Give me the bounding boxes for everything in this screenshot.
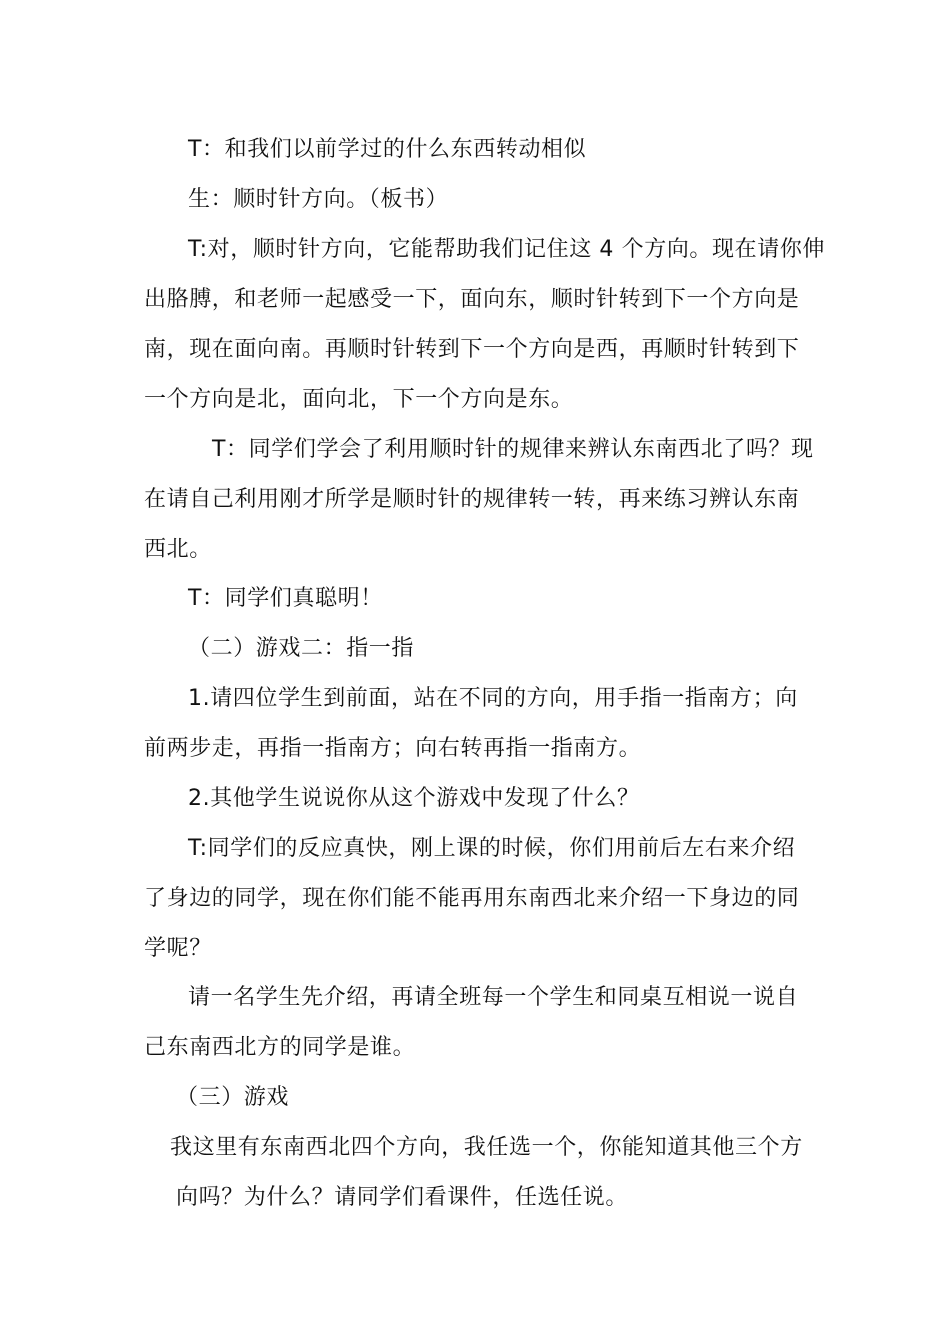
paragraph-line: 一个方向是北，面向北，下一个方向是东。 xyxy=(144,387,574,412)
paragraph-line: T:对，顺时针方向，它能帮助我们记住这 4 个方向。现在请你伸 xyxy=(188,237,826,262)
paragraph-line: 己东南西北方的同学是谁。 xyxy=(144,1035,416,1060)
paragraph-line: 出胳膊，和老师一起感受一下，面向东，顺时针转到下一个方向是 xyxy=(144,287,800,312)
paragraph-line: T：同学们学会了利用顺时针的规律来辨认东南西北了吗？现 xyxy=(212,437,814,462)
paragraph-line: 请一名学生先介绍，再请全班每一个学生和同桌互相说一说自 xyxy=(188,985,799,1010)
paragraph-line: 前两步走，再指一指南方；向右转再指一指南方。 xyxy=(144,736,642,761)
section-heading: （三）游戏 xyxy=(176,1085,290,1110)
section-heading: （二）游戏二：指一指 xyxy=(188,636,415,661)
paragraph-line: T：同学们真聪明！ xyxy=(188,586,383,611)
paragraph-line: 我这里有东南西北四个方向，我任选一个，你能知道其他三个方 xyxy=(170,1135,803,1160)
paragraph-line: 了身边的同学，现在你们能不能再用东南西北来介绍一下身边的同 xyxy=(144,886,800,911)
paragraph-line: 向吗？为什么？请同学们看课件，任选任说。 xyxy=(176,1185,629,1210)
paragraph-line: T:同学们的反应真快，刚上课的时候，你们用前后左右来介绍 xyxy=(188,836,796,861)
paragraph-line: 西北。 xyxy=(144,537,212,562)
paragraph-line: 生：顺时针方向。（板书） xyxy=(188,187,449,212)
paragraph-line: T：和我们以前学过的什么东西转动相似 xyxy=(188,137,587,162)
paragraph-line: 在请自己利用刚才所学是顺时针的规律转一转，再来练习辨认东南 xyxy=(144,487,800,512)
paragraph-line: 南，现在面向南。再顺时针转到下一个方向是西，再顺时针转到下 xyxy=(144,337,800,362)
paragraph-line: 1.请四位学生到前面，站在不同的方向，用手指一指南方；向 xyxy=(188,686,798,711)
paragraph-line: 2.其他学生说说你从这个游戏中发现了什么？ xyxy=(188,786,640,811)
paragraph-line: 学呢？ xyxy=(144,936,212,961)
